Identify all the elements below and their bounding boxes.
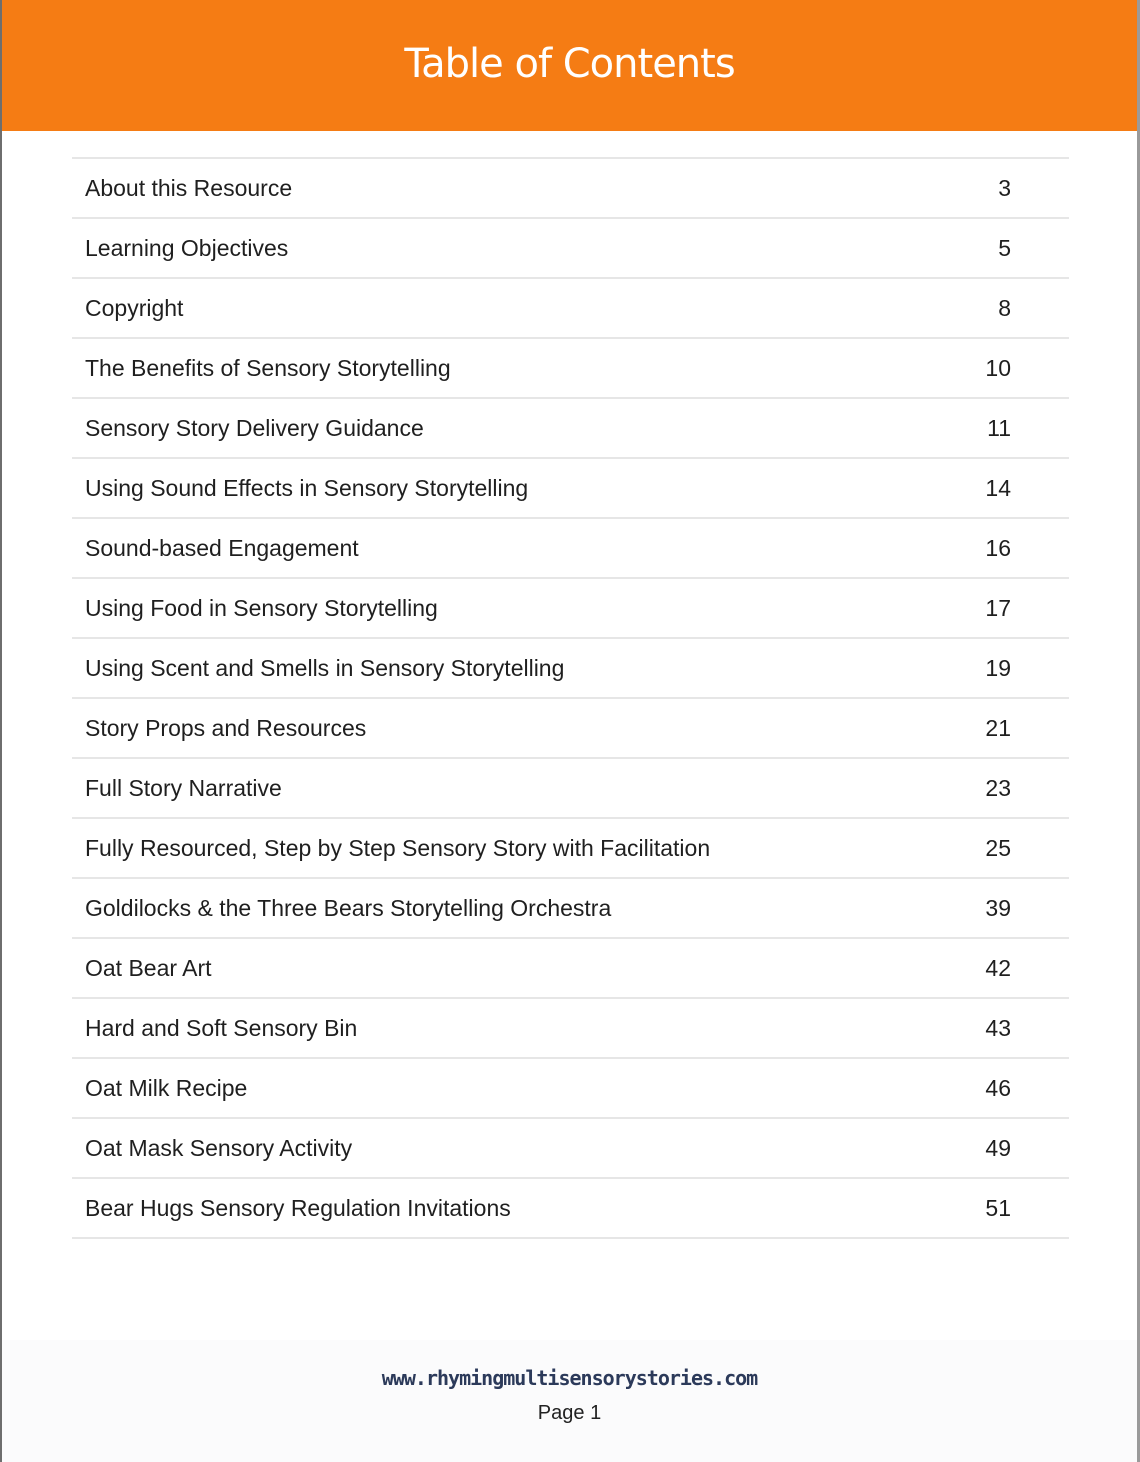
toc-entry-title: Using Scent and Smells in Sensory Storytelling [85, 654, 565, 681]
toc-entry[interactable] [72, 1059, 1069, 1119]
toc-entry-title: Bear Hugs Sensory Regulation Invitations [85, 1194, 511, 1221]
footer-url: www.rhymingmultisensorystories.com [381, 1366, 758, 1390]
toc-entry-title: Full Story Narrative [85, 774, 282, 801]
toc-entry[interactable] [72, 879, 1069, 939]
toc-entry[interactable] [72, 639, 1069, 699]
toc-entry-page: 19 [985, 654, 1011, 681]
toc-entry[interactable] [72, 399, 1069, 459]
toc-entry[interactable] [72, 459, 1069, 519]
table-of-contents [72, 157, 1069, 1239]
toc-entry-page: 5 [998, 234, 1011, 261]
toc-entry-title: About this Resource [85, 174, 293, 201]
toc-entry[interactable] [72, 759, 1069, 819]
toc-entry-title: Oat Bear Art [85, 954, 212, 981]
toc-entry-page: 25 [985, 834, 1011, 861]
toc-entry[interactable] [72, 1179, 1069, 1239]
toc-entry[interactable] [72, 579, 1069, 639]
toc-entry[interactable] [72, 159, 1069, 219]
toc-entry[interactable] [72, 939, 1069, 999]
toc-entry-title: The Benefits of Sensory Storytelling [85, 354, 451, 381]
toc-entry-title: Story Props and Resources [85, 714, 367, 741]
toc-entry[interactable] [72, 519, 1069, 579]
toc-entry-page: 16 [985, 534, 1011, 561]
toc-entry-title: Fully Resourced, Step by Step Sensory Story with Facilitation [85, 834, 711, 861]
toc-entry-title: Sensory Story Delivery Guidance [85, 414, 424, 441]
toc-entry[interactable] [72, 339, 1069, 399]
toc-entry-page: 39 [985, 894, 1011, 921]
toc-entry-page: 23 [985, 774, 1011, 801]
toc-entry-page: 43 [985, 1014, 1011, 1041]
toc-entry-page: 11 [987, 414, 1011, 441]
toc-entry[interactable] [72, 219, 1069, 279]
toc-entry[interactable] [72, 1119, 1069, 1179]
page-title: Table of Contents [404, 40, 735, 87]
toc-entry-title: Goldilocks & the Three Bears Storytelling Orchestra [85, 894, 612, 921]
toc-entry-page: 42 [985, 954, 1011, 981]
toc-entry[interactable] [72, 279, 1069, 339]
toc-entry-title: Learning Objectives [85, 234, 289, 261]
toc-entry-page: 49 [985, 1134, 1011, 1161]
toc-entry-title: Oat Mask Sensory Activity [85, 1134, 353, 1161]
toc-entry-page: 17 [985, 594, 1011, 621]
header-banner [2, 0, 1137, 131]
footer-page-number: Page 1 [537, 1402, 602, 1424]
toc-entry-page: 21 [985, 714, 1011, 741]
toc-entry-page: 10 [985, 354, 1011, 381]
toc-entry-page: 3 [998, 174, 1011, 201]
toc-entry[interactable] [72, 819, 1069, 879]
toc-entry-title: Copyright [85, 294, 184, 321]
toc-entry-page: 14 [985, 474, 1011, 501]
toc-entry-title: Using Sound Effects in Sensory Storytelling [85, 474, 529, 501]
toc-entry-page: 8 [998, 294, 1011, 321]
toc-entry-title: Using Food in Sensory Storytelling [85, 594, 438, 621]
toc-entry-title: Hard and Soft Sensory Bin [85, 1014, 358, 1041]
toc-entry[interactable] [72, 699, 1069, 759]
toc-entry-page: 46 [985, 1074, 1011, 1101]
toc-entry-page: 51 [985, 1194, 1011, 1221]
toc-entry-title: Sound-based Engagement [85, 534, 359, 561]
footer [2, 1340, 1137, 1462]
toc-entry[interactable] [72, 999, 1069, 1059]
toc-entry-title: Oat Milk Recipe [85, 1074, 248, 1101]
